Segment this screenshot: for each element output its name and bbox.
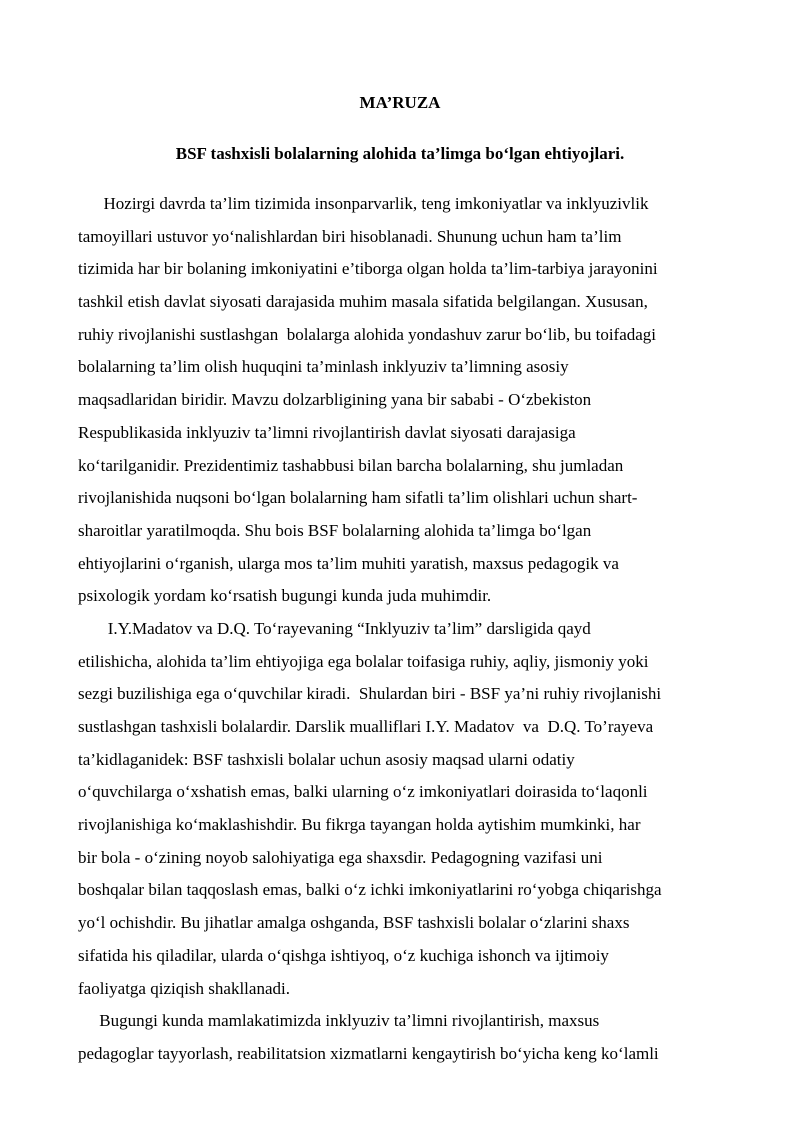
- document-body: [78, 188, 738, 1071]
- body-line: rivojlanishiga ko‘maklashishdir. Bu fikrga tayangan holda aytishim mumkinki, har: [78, 815, 641, 835]
- body-line: ko‘tarilganidir. Prezidentimiz tashabbusi bilan barcha bolalarning, shu jumladan: [78, 455, 624, 475]
- body-line: Hozirgi davrda ta’lim tizimida insonparvarlik, teng imkoniyatlar va inklyuzivlik: [78, 194, 649, 213]
- document-title: MA’RUZA: [359, 93, 441, 112]
- body-line: maqsadlaridan biridir. Mavzu dolzarbligining yana bir sababi - O‘zbekiston: [78, 390, 592, 410]
- body-line: etilishicha, alohida ta’lim ehtiyojiga ega bolalar toifasiga ruhiy, aqliy, jismoniy yoki: [78, 651, 649, 671]
- body-line: sifatida his qiladilar, ularda o‘qishga ishtiyoq, o‘z kuchiga ishonch va ijtimoiy: [78, 945, 609, 965]
- body-line: sharoitlar yaratilmoqda. Shu bois BSF bolalarning alohida ta’limga bo‘lgan: [78, 520, 592, 540]
- body-line: pedagoglar tayyorlash, reabilitatsion xizmatlarni kengaytirish bo‘yicha keng ko‘lamli: [78, 1043, 659, 1063]
- body-line: sezgi buzilishiga ega o‘quvchilar kiradi. Shulardan biri - BSF ya’ni ruhiy rivojlanishi: [78, 684, 662, 704]
- document-subtitle: BSF tashxisli bolalarning alohida ta’limga bo‘lgan ehtiyojlari.: [175, 144, 625, 163]
- body-line: faoliyatga qiziqish shakllanadi.: [78, 978, 290, 998]
- body-line: ruhiy rivojlanishi sustlashgan bolalarga alohida yondashuv zarur bo‘lib, bu toifadagi: [78, 324, 657, 344]
- body-line: tamoyillari ustuvor yo‘nalishlardan biri hisoblanadi. Shunung uchun ham ta’lim: [78, 226, 622, 246]
- body-line: sustlashgan tashxisli bolalardir. Darslik mualliflari I.Y. Madatov va D.Q. To’rayeva: [78, 717, 654, 736]
- body-line: ehtiyojlarini o‘rganish, ularga mos ta’lim muhiti yaratish, maxsus pedagogik va: [78, 553, 619, 573]
- body-line: bolalarning ta’lim olish huquqini ta’minlash inklyuziv ta’limning asosiy: [78, 357, 569, 377]
- body-line: boshqalar bilan taqqoslash emas, balki o‘z ichki imkoniyatlarini ro‘yobga chiqarishga: [78, 880, 662, 900]
- body-line: yo‘l ochishdir. Bu jihatlar amalga oshganda, BSF tashxisli bolalar o‘zlarini shaxs: [78, 913, 630, 933]
- body-line: ta’kidlaganidek: BSF tashxisli bolalar uchun asosiy maqsad ularni odatiy: [78, 749, 575, 769]
- body-line: o‘quvchilarga o‘xshatish emas, balki ularning o‘z imkoniyatlari doirasida to‘laqonli: [78, 782, 648, 802]
- body-line: rivojlanishida nuqsoni bo‘lgan bolalarning ham sifatli ta’lim olishlari uchun shart-: [78, 488, 638, 508]
- body-line: Respublikasida inklyuziv ta’limni rivojlantirish davlat siyosati darajasiga: [78, 422, 576, 442]
- body-line: tashkil etish davlat siyosati darajasida muhim masala sifatida belgilangan. Xususan,: [78, 292, 648, 312]
- body-line: tizimida har bir bolaning imkoniyatini e’tiborga olgan holda ta’lim-tarbiya jarayonini: [78, 259, 658, 279]
- body-line: psixologik yordam ko‘rsatish bugungi kunda juda muhimdir.: [78, 586, 492, 606]
- body-line: bir bola - o‘zining noyob salohiyatiga ega shaxsdir. Pedagogning vazifasi uni: [78, 847, 603, 867]
- body-line: I.Y.Madatov va D.Q. To‘rayevaning “Inklyuziv ta’lim” darsligida qayd: [78, 618, 591, 638]
- body-line: Bugungi kunda mamlakatimizda inklyuziv ta’limni rivojlantirish, maxsus: [78, 1011, 600, 1031]
